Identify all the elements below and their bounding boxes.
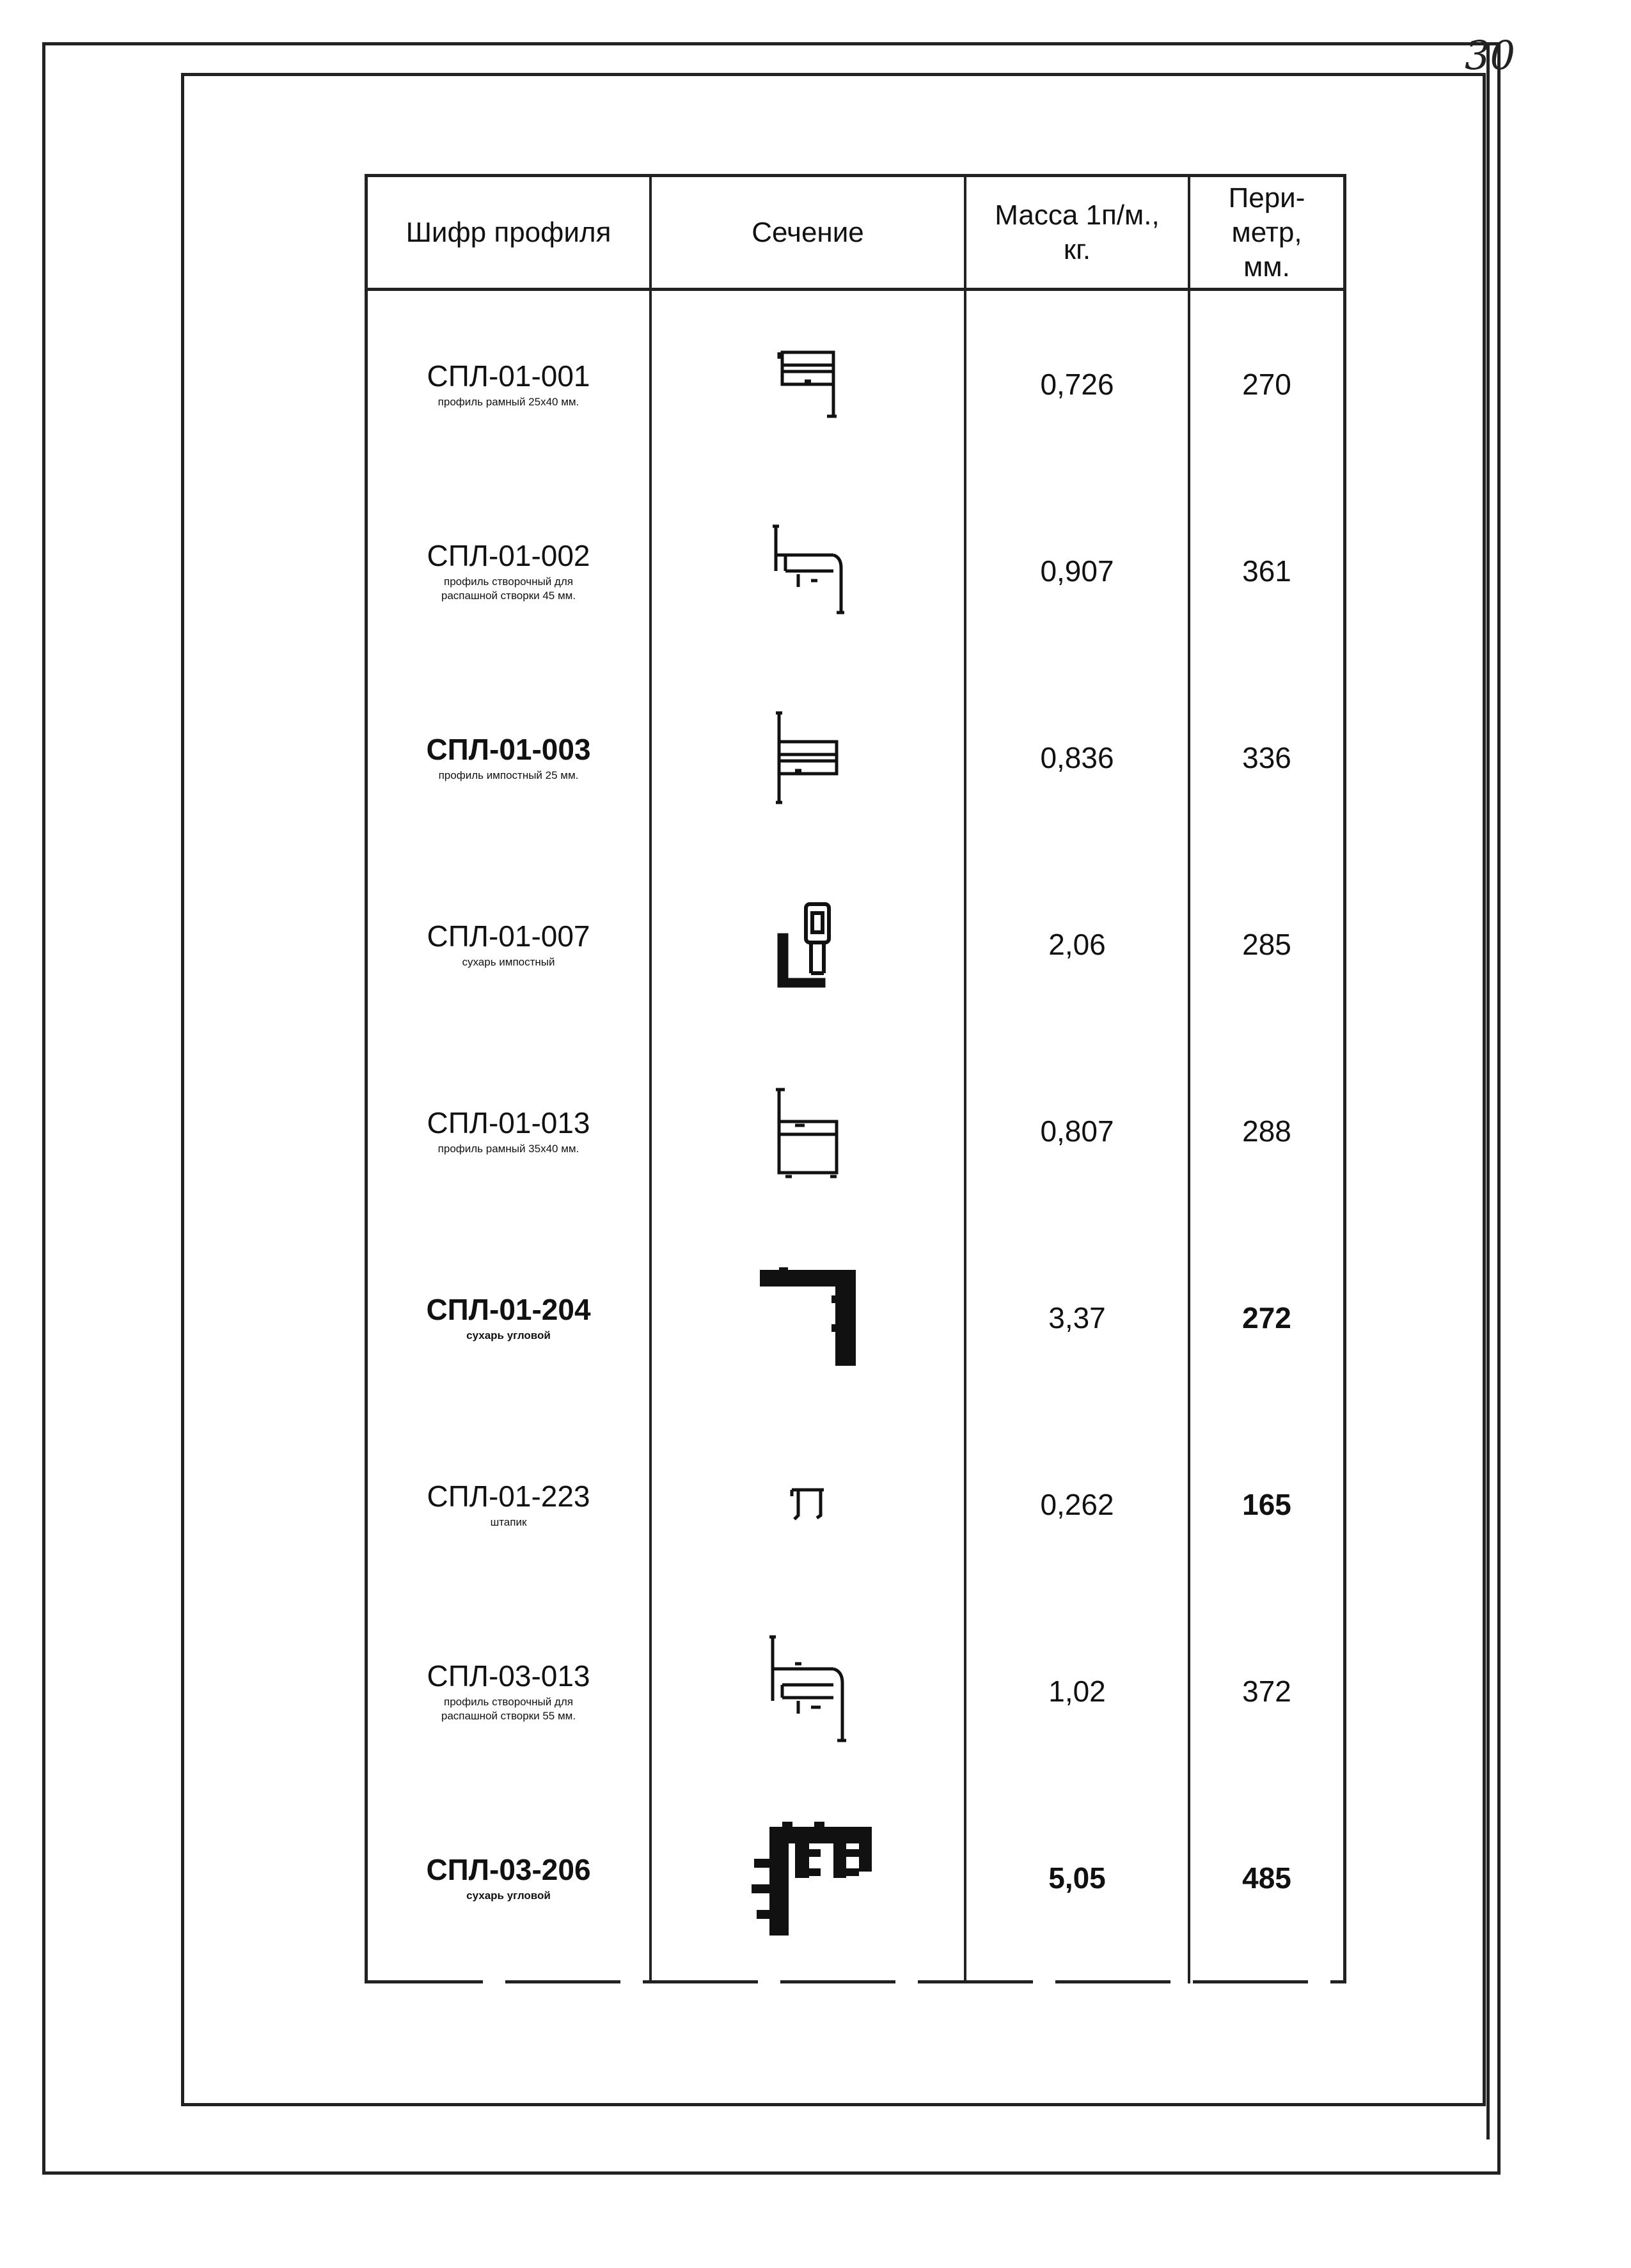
section-cell xyxy=(652,1785,964,1971)
code-cell xyxy=(368,1411,649,1598)
perimeter-cell xyxy=(1190,1224,1343,1411)
header-perimeter-line1: Пери- xyxy=(1228,182,1305,214)
table-bottom-border xyxy=(368,1980,1343,1983)
perimeter-value: 288 xyxy=(1242,1114,1291,1148)
header-code xyxy=(368,177,649,288)
perimeter-value: 270 xyxy=(1242,368,1291,401)
perimeter-cell xyxy=(1190,1038,1343,1224)
perimeter-cell xyxy=(1190,851,1343,1038)
mass-value: 0,807 xyxy=(1040,1114,1114,1148)
mullion-profile-icon xyxy=(769,707,846,809)
table-row xyxy=(368,851,1343,1038)
profile-code: СПЛ-01-223 xyxy=(427,1480,590,1513)
perimeter-value: 285 xyxy=(1242,928,1291,961)
profile-code: СПЛ-01-003 xyxy=(426,733,591,766)
mass-cell xyxy=(966,1411,1188,1598)
table-row xyxy=(368,1598,1343,1785)
section-cell xyxy=(652,1224,964,1411)
profile-description: сухарь угловой xyxy=(466,1329,551,1341)
mass-value: 0,262 xyxy=(1040,1488,1114,1521)
profile-description: профиль створочный для распашной створки 55 мм. xyxy=(441,1696,576,1722)
mass-cell xyxy=(966,1224,1188,1411)
header-section-label: Сечение xyxy=(752,216,864,248)
section-cell xyxy=(652,478,964,664)
glazing-bead-icon xyxy=(785,1482,830,1527)
profile-code: СПЛ-01-002 xyxy=(427,539,590,572)
profile-code: СПЛ-03-013 xyxy=(427,1659,590,1693)
section-cell xyxy=(652,851,964,1038)
mass-cell xyxy=(966,851,1188,1038)
perimeter-value: 372 xyxy=(1242,1675,1291,1708)
perimeter-cell xyxy=(1190,1785,1343,1971)
mass-value: 0,836 xyxy=(1040,741,1114,774)
mass-cell xyxy=(966,1785,1188,1971)
code-cell xyxy=(368,851,649,1038)
header-mass-line1: Масса 1п/м., xyxy=(995,199,1160,231)
profile-description: профиль рамный 25х40 мм. xyxy=(437,396,579,408)
code-cell xyxy=(368,291,649,478)
table-row xyxy=(368,478,1343,664)
profile-description: сухарь импостный xyxy=(462,956,555,968)
perimeter-cell xyxy=(1190,291,1343,478)
table-row xyxy=(368,1411,1343,1598)
perimeter-value: 361 xyxy=(1242,554,1291,588)
sheet-number: 30 xyxy=(1465,32,1515,79)
table-row xyxy=(368,291,1343,478)
section-cell xyxy=(652,1598,964,1785)
profile-code: СПЛ-01-204 xyxy=(426,1293,591,1326)
section-cell xyxy=(652,291,964,478)
profile-description: штапик xyxy=(490,1516,527,1528)
section-cell xyxy=(652,1038,964,1224)
header-perimeter xyxy=(1190,177,1343,288)
mass-value: 1,02 xyxy=(1048,1675,1106,1708)
header-perimeter-line2: метр, xyxy=(1231,216,1302,248)
code-cell xyxy=(368,1038,649,1224)
profile-code: СПЛ-03-206 xyxy=(426,1853,591,1886)
header-mass-line2: кг. xyxy=(1063,233,1091,265)
perimeter-cell xyxy=(1190,1598,1343,1785)
mass-cell xyxy=(966,1038,1188,1224)
table-row xyxy=(368,664,1343,851)
corner-insert-icon xyxy=(753,1263,862,1372)
perimeter-value: 272 xyxy=(1242,1301,1291,1334)
section-cell xyxy=(652,664,964,851)
mass-value: 0,907 xyxy=(1040,554,1114,588)
code-cell xyxy=(368,664,649,851)
perimeter-cell xyxy=(1190,1411,1343,1598)
profile-code: СПЛ-01-007 xyxy=(427,919,590,953)
header-code-label: Шифр профиля xyxy=(406,216,611,248)
perimeter-value: 336 xyxy=(1242,741,1291,774)
table-row xyxy=(368,1038,1343,1224)
table-row xyxy=(368,1785,1343,1971)
perimeter-cell xyxy=(1190,478,1343,664)
profile-description: профиль импостный 25 мм. xyxy=(438,769,579,781)
mass-cell xyxy=(966,664,1188,851)
profile-description: профиль створочный для распашной створки 45 мм. xyxy=(441,575,576,602)
header-perimeter-line3: мм. xyxy=(1243,251,1290,283)
mass-cell xyxy=(966,478,1188,664)
frame-profile-icon xyxy=(773,346,843,423)
profile-description: профиль рамный 35х40 мм. xyxy=(437,1143,579,1155)
profile-description: сухарь угловой xyxy=(466,1889,551,1902)
mass-cell xyxy=(966,291,1188,478)
mass-value: 5,05 xyxy=(1048,1861,1106,1895)
table-row xyxy=(368,1224,1343,1411)
mass-value: 3,37 xyxy=(1048,1301,1106,1334)
perimeter-value: 485 xyxy=(1242,1861,1291,1895)
frame-profile-35-icon xyxy=(769,1083,846,1179)
header-mass xyxy=(966,177,1188,288)
mullion-insert-icon xyxy=(773,896,843,992)
code-cell xyxy=(368,1598,649,1785)
profiles-table xyxy=(365,174,1346,1983)
sash-profile-icon xyxy=(766,520,849,622)
mass-value: 2,06 xyxy=(1048,928,1106,961)
outer-frame-inner-line xyxy=(1486,42,1490,2139)
code-cell xyxy=(368,1785,649,1971)
perimeter-cell xyxy=(1190,664,1343,851)
header-section xyxy=(652,177,964,288)
mass-value: 0,726 xyxy=(1040,368,1114,401)
corner-insert-large-icon xyxy=(737,1814,878,1942)
code-cell xyxy=(368,478,649,664)
sash-profile-55-icon xyxy=(763,1631,853,1752)
code-cell xyxy=(368,1224,649,1411)
profile-code: СПЛ-01-013 xyxy=(427,1106,590,1139)
perimeter-value: 165 xyxy=(1242,1488,1291,1521)
section-cell xyxy=(652,1411,964,1598)
profile-code: СПЛ-01-001 xyxy=(427,359,590,393)
mass-cell xyxy=(966,1598,1188,1785)
